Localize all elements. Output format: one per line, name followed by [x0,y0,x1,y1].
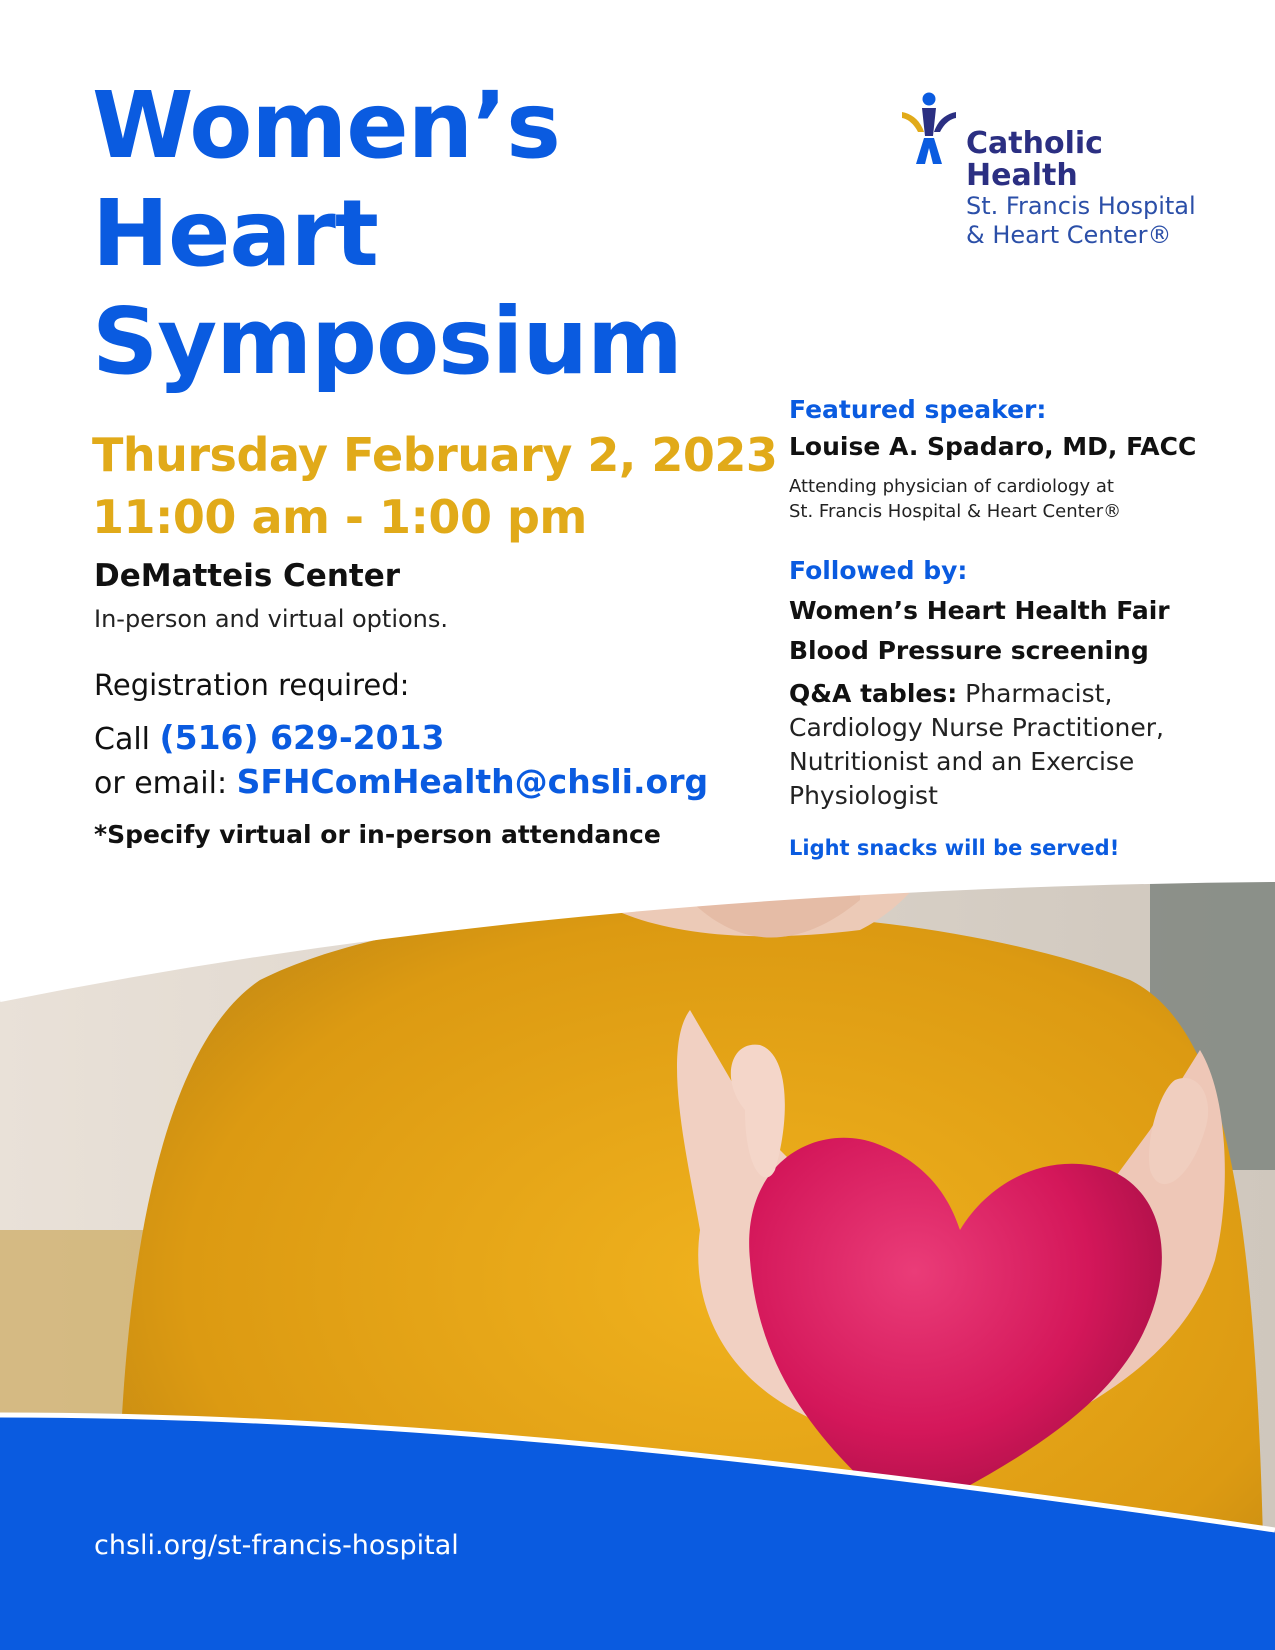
call-prefix: Call [94,722,160,757]
title-line-2: Heart [92,180,378,287]
followed-by-label: Followed by: [789,556,968,585]
event-datetime [92,424,777,548]
catholic-health-logo-icon [902,92,956,164]
email-link[interactable]: SFHComHealth@chsli.org [236,762,709,801]
speaker-title-line-2: St. Francis Hospital & Heart Center® [789,501,1122,522]
registration-label: Registration required: [94,668,410,702]
speaker-name: Louise A. Spadaro, MD, FACC [789,432,1197,461]
featured-speaker-label: Featured speaker: [789,395,1047,424]
snacks-note: Light snacks will be served! [789,836,1120,860]
email-prefix: or email: [94,766,237,801]
venue-name: DeMatteis Center [94,558,401,594]
event-date: Thursday February 2, 2023 [92,428,778,482]
page-title [92,72,732,396]
footer-url-link[interactable]: chsli.org/st-francis-hospital [94,1530,459,1561]
call-line [94,718,445,757]
attendance-note: *Specify virtual or in-person attendance [94,820,661,849]
logo-line-1: Catholic [966,126,1103,161]
speaker-title [789,474,1229,524]
speaker-title-line-1: Attending physician of cardiology at [789,476,1114,497]
health-fair-item: Women’s Heart Health Fair [789,596,1170,625]
logo-line-3: St. Francis Hospital [966,192,1196,220]
logo-line-4: & Heart Center® [966,221,1172,249]
event-time: 11:00 am - 1:00 pm [92,490,587,544]
logo-wordmark [966,128,1196,250]
qa-tables-item [789,677,1229,813]
title-line-3: Symposium [92,288,682,395]
email-line [94,762,708,801]
logo-line-2: Health [966,158,1078,193]
phone-link[interactable]: (516) 629-2013 [159,718,445,757]
attendance-options: In-person and virtual options. [94,605,449,633]
qa-text: Pharmacist, Cardiology Nurse Practitioner, Nutritionist and an Exercise Physiologist [789,679,1164,810]
blood-pressure-item: Blood Pressure screening [789,636,1149,665]
title-line-1: Women’s [92,72,560,179]
qa-label: Q&A tables: [789,679,958,708]
